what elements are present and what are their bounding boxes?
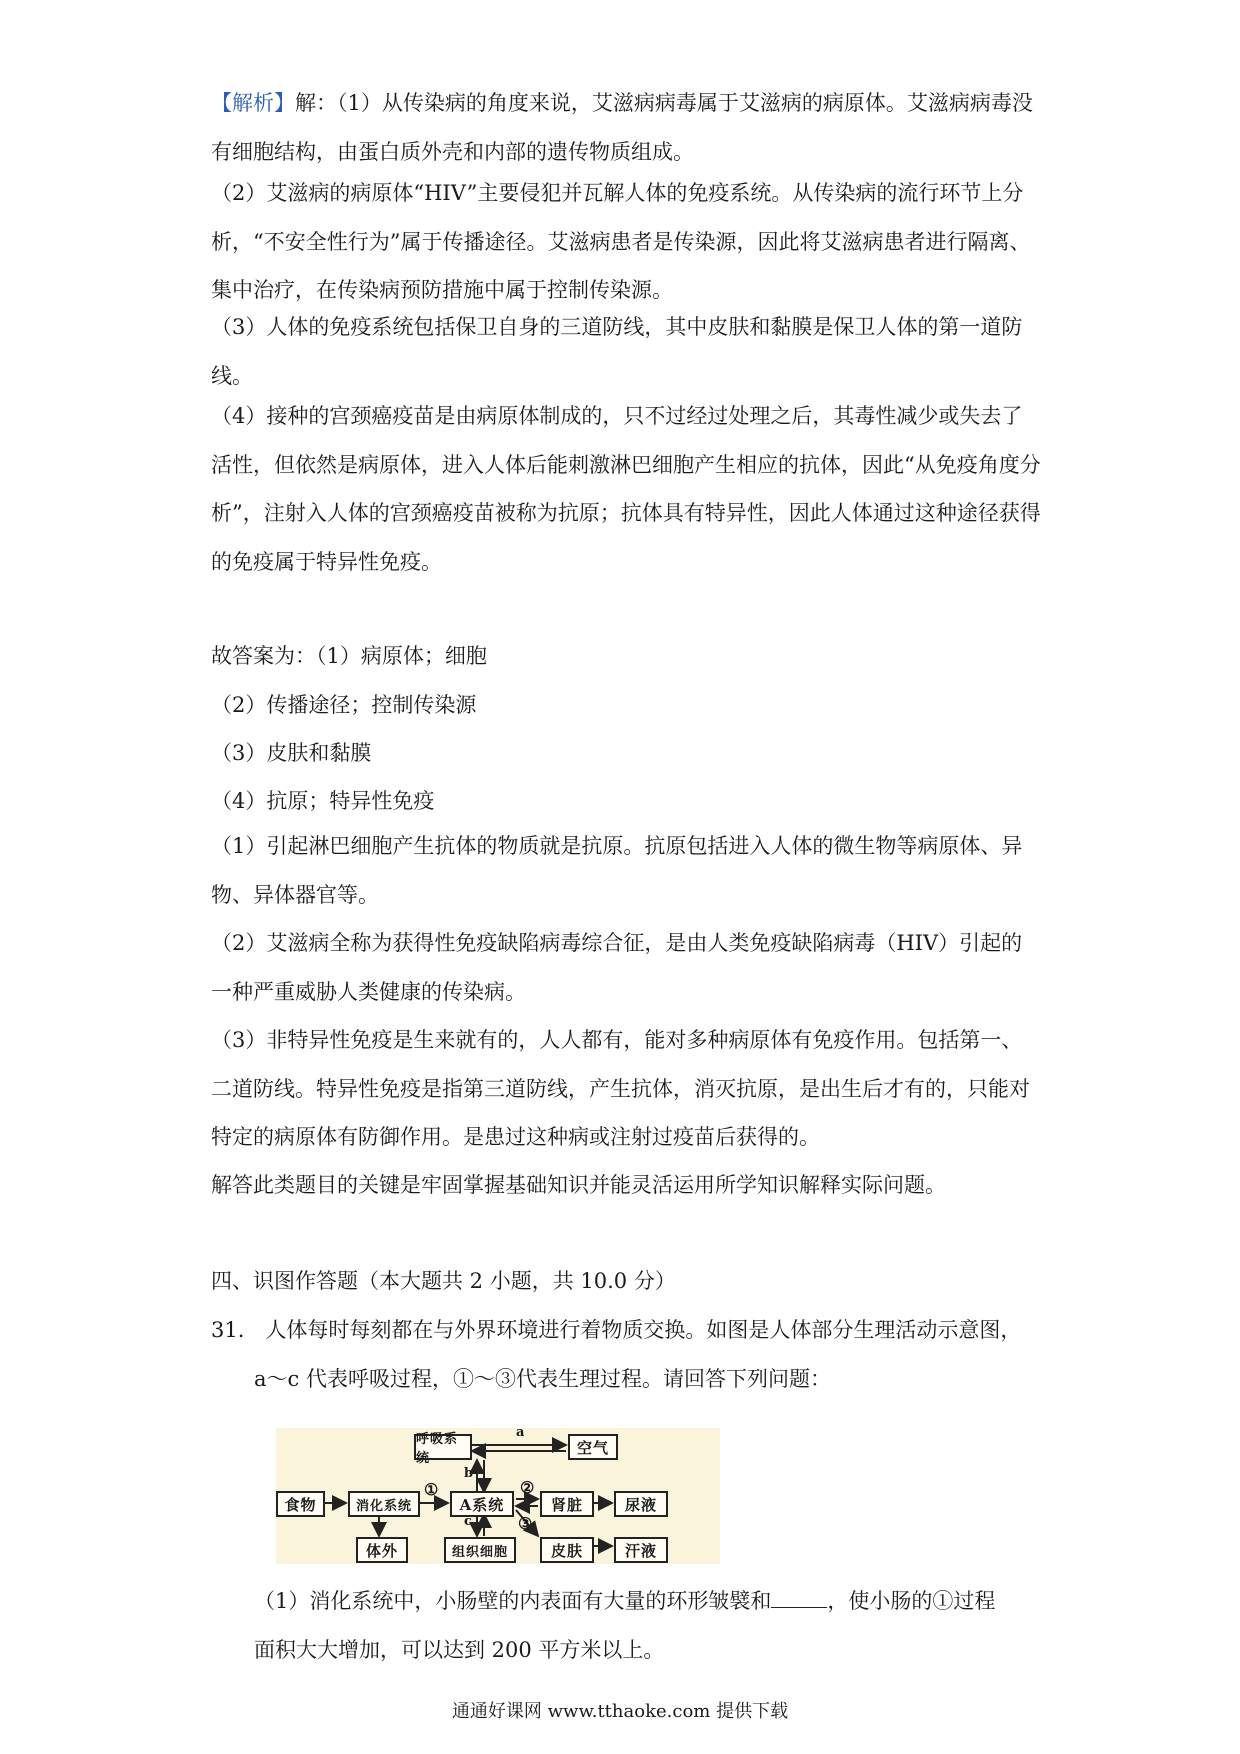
answer-3: （3）皮肤和黏膜	[211, 741, 372, 765]
box-kidney: 肾脏	[540, 1491, 594, 1517]
summary: 解答此类题目的关键是牢固掌握基础知识并能灵活运用所学知识解释实际问题。	[211, 1173, 946, 1197]
note-3: （3）非特异性免疫是生来就有的，人人都有，能对多种病原体有免疫作用。包括第一、二道防线。特异性免疫是指第三道防线，产生抗体，消灭抗原，是出生后才有的，只能对特定的病原体有防御作用。是患过这种病或注射过疫苗后获得的。	[211, 1028, 1030, 1149]
analysis-paragraph-2: （2）艾滋病的病原体“HIV”主要侵犯并瓦解人体的免疫系统。从传染病的流行环节上分析，“不安全性行为”属于传播途径。艾滋病患者是传染源，因此将艾滋病患者进行隔离、集中治疗，在传染病预防措施中属于控制传染源。	[211, 181, 1031, 302]
box-digestive-system: 消化系统	[348, 1491, 420, 1517]
question-31-sub-1-line-1	[254, 1586, 995, 1616]
label-c: c	[464, 1514, 472, 1529]
note-1: （1）引起淋巴细胞产生抗体的物质就是抗原。抗原包括进入人体的微生物等病原体、异物、异体器官等。	[211, 834, 1023, 907]
section-heading: 四、识图作答题（本大题共 2 小题，共 10.0 分）	[211, 1269, 676, 1293]
sub-1-text-after: ，使小肠的①过程	[827, 1589, 996, 1613]
box-skin: 皮肤	[540, 1537, 594, 1563]
answer-4: （4）抗原；特异性免疫	[211, 789, 435, 813]
box-tissue-cells: 组织细胞	[444, 1537, 516, 1563]
box-outside: 体外	[356, 1537, 408, 1563]
analysis-tag: 【解析】	[211, 91, 295, 115]
question-31-sub-1-line-2: 面积大大增加，可以达到 200 平方米以上。	[254, 1638, 665, 1662]
analysis-paragraph-1	[211, 79, 1041, 176]
sub-1-text-before: （1）消化系统中，小肠壁的内表面有大量的环形皱襞和	[254, 1589, 772, 1613]
question-31-stem-line-2: a～c 代表呼吸过程，①～③代表生理过程。请回答下列问题：	[254, 1367, 831, 1391]
answer-intro: 故答案为：（1）病原体；细胞	[211, 644, 487, 668]
analysis-text-1: 解：（1）从传染病的角度来说，艾滋病病毒属于艾滋病的病原体。艾滋病病毒没有细胞结构，由蛋白质外壳和内部的遗传物质组成。	[211, 91, 1033, 164]
box-air: 空气	[568, 1434, 618, 1460]
label-a: a	[516, 1425, 525, 1440]
label-b: b	[464, 1466, 474, 1481]
answer-2: （2）传播途径；控制传染源	[211, 693, 477, 717]
analysis-paragraph-3: （3）人体的免疫系统包括保卫自身的三道防线，其中皮肤和黏膜是保卫人体的第一道防线。	[211, 315, 1023, 388]
label-1: ①	[424, 1480, 439, 1499]
question-31-stem-line-1: 31. 人体每时每刻都在与外界环境进行着物质交换。如图是人体部分生理活动示意图，	[211, 1318, 1022, 1342]
physiology-diagram	[276, 1425, 720, 1564]
box-food: 食物	[276, 1491, 325, 1517]
box-a-system: A系统	[450, 1491, 514, 1517]
box-sweat: 汗液	[614, 1537, 668, 1563]
analysis-paragraph-4: （4）接种的宫颈癌疫苗是由病原体制成的，只不过经过处理之后，其毒性减少或失去了活性，但依然是病原体，进入人体后能刺激淋巴细胞产生相应的抗体，因此“从免疫角度分析”，注射入人体的宫颈癌疫苗被称为抗原；抗体具有特异性，因此人体通过这种途径获得的免疫属于特异性免疫。	[211, 404, 1041, 574]
answer-blank[interactable]	[771, 1606, 827, 1608]
label-2: ②	[520, 1478, 535, 1497]
box-respiratory-system: 呼吸系统	[414, 1434, 472, 1460]
footer: 通通好课网 www.tthaoke.com 提供下载	[451, 1701, 789, 1722]
note-2: （2）艾滋病全称为获得性免疫缺陷病毒综合征，是由人类免疫缺陷病毒（HIV）引起的一种严重威胁人类健康的传染病。	[211, 931, 1023, 1004]
label-3: ③	[518, 1514, 533, 1533]
box-urine: 尿液	[614, 1491, 668, 1517]
